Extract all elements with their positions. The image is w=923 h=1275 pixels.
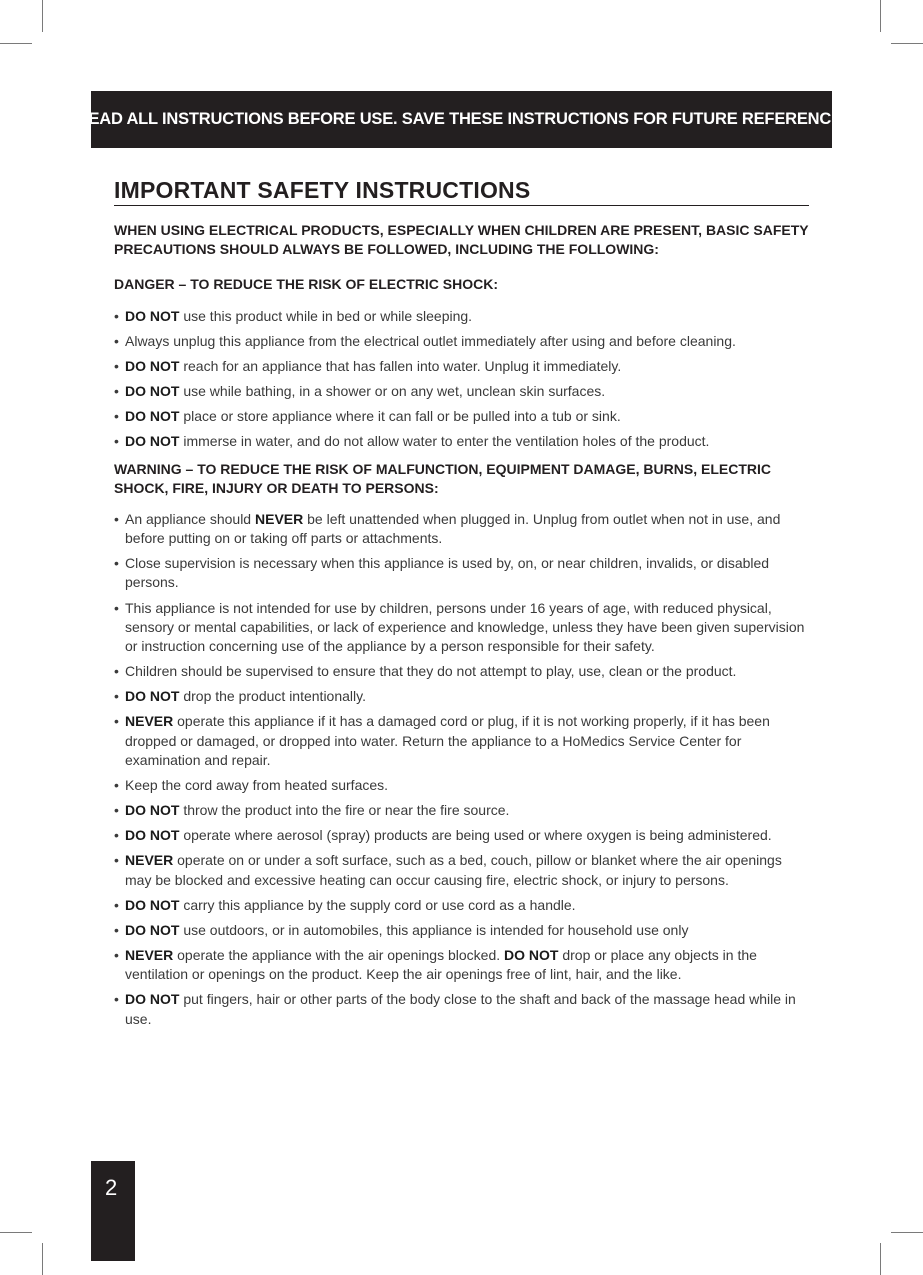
danger-list-item [114, 332, 809, 351]
warning-list-item [114, 554, 809, 593]
danger-list-item [114, 382, 809, 401]
bullet-icon: • [114, 713, 119, 730]
bullet-icon: • [114, 308, 119, 324]
item-text: put fingers, hair or other parts of the body close to the shaft and back of the massage head while in use. [125, 991, 796, 1027]
warning-list-item [114, 946, 809, 985]
bullet-icon: • [114, 663, 119, 680]
item-emphasis: NEVER [255, 510, 304, 527]
warning-list-item [114, 687, 809, 706]
item-text: operate the appliance with the air openings blocked. [173, 946, 505, 963]
danger-list-item [114, 407, 809, 426]
danger-list [114, 307, 809, 452]
bullet-icon: • [114, 599, 119, 616]
page-number-tab [91, 1161, 135, 1261]
warning-list-item [114, 921, 809, 940]
danger-list-item [114, 432, 809, 451]
crop-mark [880, 1243, 881, 1275]
item-text: throw the product into the fire or near the fire source. [179, 802, 510, 819]
item-emphasis: DO NOT [125, 921, 180, 938]
crop-mark [42, 1243, 43, 1275]
item-text: use this product while in bed or while sleeping. [179, 308, 473, 324]
bullet-icon: • [114, 333, 119, 350]
item-text: This appliance is not intended for use by children, persons under 16 years of age, with reduced physical, sensory or mental capabilities, or lack of experience and knowledge, unless they have been given supervision or instruction concerning use of the appliance by a person responsible for their safety. [125, 599, 805, 655]
page-title: IMPORTANT SAFETY INSTRUCTIONS [114, 177, 809, 206]
warning-list-item [114, 851, 809, 890]
bullet-icon: • [114, 433, 119, 450]
page-number: 2 [105, 1175, 118, 1200]
crop-mark [0, 43, 32, 44]
danger-heading: DANGER – TO REDUCE THE RISK OF ELECTRIC SHOCK: [114, 276, 498, 292]
bullet-icon: • [114, 896, 119, 913]
item-text: operate this appliance if it has a damaged cord or plug, if it is not working properly, if it has been dropped or damaged, or dropped into water. Return the appliance to a HoMedics Service Center for examination and repair. [125, 713, 770, 769]
item-emphasis: DO NOT [125, 991, 180, 1008]
bullet-icon: • [114, 555, 119, 572]
item-emphasis: DO NOT [125, 358, 180, 375]
item-text: drop the product intentionally. [179, 688, 366, 705]
item-text: Close supervision is necessary when this appliance is used by, on, or near children, invalids, or disabled persons. [125, 555, 770, 591]
item-text: Keep the cord away from heated surfaces. [125, 777, 389, 794]
item-emphasis: NEVER [125, 852, 174, 869]
item-text: use while bathing, in a shower or on any wet, unclean skin surfaces. [179, 383, 606, 400]
bullet-icon: • [114, 408, 119, 425]
item-text: drop or place any objects in the ventilation or openings on the product. Keep the air openings free of lint, hair, and the like. [125, 946, 757, 983]
item-text: An appliance should [125, 510, 255, 527]
warning-list-item [114, 712, 809, 770]
warning-list-item [114, 896, 809, 915]
item-text: be left unattended when plugged in. Unplug from outlet when not in use, and before putting on or taking off parts or attachments. [125, 510, 781, 547]
item-emphasis: DO NOT [125, 802, 180, 819]
item-text: Always unplug this appliance from the electrical outlet immediately after using and before cleaning. [125, 333, 736, 350]
item-text: immerse in water, and do not allow water to enter the ventilation holes of the product. [179, 433, 710, 450]
danger-list-item [114, 357, 809, 376]
bullet-icon: • [114, 852, 119, 869]
warning-list-item [114, 826, 809, 845]
crop-mark [891, 43, 923, 44]
safety-content [114, 177, 809, 1037]
warning-list-item [114, 599, 809, 657]
warning-list-item [114, 510, 809, 549]
bullet-icon: • [114, 510, 119, 527]
bullet-icon: • [114, 802, 119, 819]
item-text: carry this appliance by the supply cord or use cord as a handle. [179, 896, 576, 913]
crop-mark [880, 0, 881, 32]
item-text: operate where aerosol (spray) products are being used or where oxygen is being administered. [179, 827, 772, 844]
item-text: Children should be supervised to ensure that they do not attempt to play, use, clean or the product. [125, 663, 737, 680]
warning-list-item [114, 801, 809, 820]
header-banner: READ ALL INSTRUCTIONS BEFORE USE. SAVE THESE INSTRUCTIONS FOR FUTURE REFERENCE. [91, 91, 832, 148]
item-text: operate on or under a soft surface, such as a bed, couch, pillow or blanket where the air openings may be blocked and excessive heating can occur causing fire, electric shock, or injury to persons. [125, 852, 782, 888]
item-emphasis: NEVER [125, 713, 174, 730]
item-emphasis: DO NOT [125, 408, 180, 425]
warning-list-item [114, 662, 809, 681]
item-emphasis: DO NOT [125, 827, 180, 844]
bullet-icon: • [114, 358, 119, 375]
bullet-icon: • [114, 827, 119, 844]
warning-list-item [114, 990, 809, 1029]
warning-heading: WARNING – TO REDUCE THE RISK OF MALFUNCTION, EQUIPMENT DAMAGE, BURNS, ELECTRIC SHOCK, FIRE, INJURY OR DEATH TO PERSONS: [114, 460, 771, 496]
item-text: place or store appliance where it can fall or be pulled into a tub or sink. [179, 408, 621, 425]
item-emphasis: DO NOT [125, 308, 180, 324]
danger-list-item [114, 307, 809, 326]
crop-mark [0, 1232, 32, 1233]
warning-list [114, 510, 809, 1029]
crop-mark [891, 1232, 923, 1233]
item-text: reach for an appliance that has fallen into water. Unplug it immediately. [179, 358, 622, 375]
item-emphasis: DO NOT [125, 688, 180, 705]
bullet-icon: • [114, 688, 119, 705]
item-emphasis: DO NOT [125, 433, 180, 450]
warning-list-item [114, 776, 809, 795]
item-emphasis: DO NOT [125, 383, 180, 400]
item-emphasis: NEVER [125, 946, 174, 963]
bullet-icon: • [114, 991, 119, 1008]
bullet-icon: • [114, 383, 119, 400]
bullet-icon: • [114, 777, 119, 794]
item-emphasis: DO NOT [125, 896, 180, 913]
item-emphasis: DO NOT [504, 946, 559, 963]
item-text: use outdoors, or in automobiles, this appliance is intended for household use only [179, 921, 689, 938]
crop-mark [42, 0, 43, 32]
bullet-icon: • [114, 921, 119, 938]
intro-text: WHEN USING ELECTRICAL PRODUCTS, ESPECIALLY WHEN CHILDREN ARE PRESENT, BASIC SAFETY PRECAUTIONS SHOULD ALWAYS BE FOLLOWED, INCLUDING THE FOLLOWING: [114, 222, 809, 257]
bullet-icon: • [114, 946, 119, 963]
